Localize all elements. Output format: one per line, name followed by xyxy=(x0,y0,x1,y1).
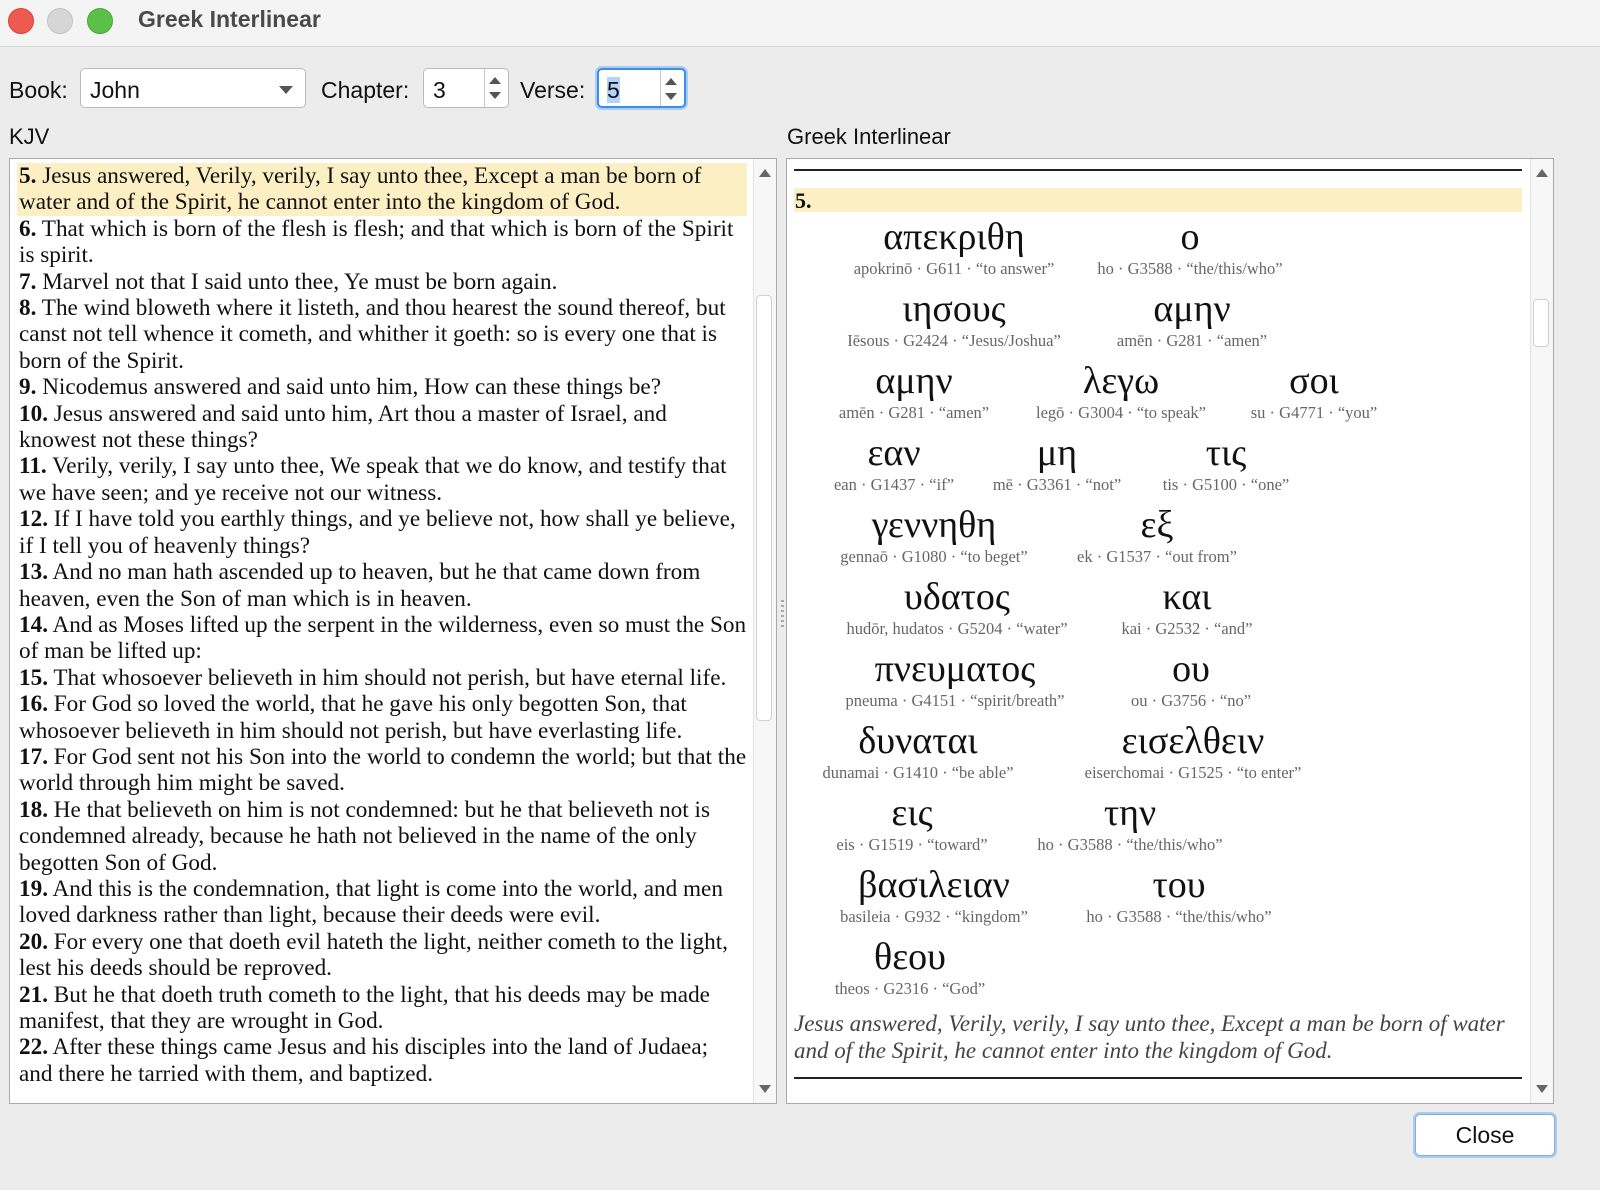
word-gloss: tis · G5100 · “one” xyxy=(1162,475,1290,494)
verse-text: Marvel not that I said unto thee, Ye must be born again. xyxy=(42,268,558,295)
kjv-verse[interactable] xyxy=(17,982,747,1035)
word-gloss: pneuma · G4151 · “spirit/breath” xyxy=(845,691,1065,710)
verse-up-arrow-icon[interactable] xyxy=(665,78,677,85)
word-gloss: su · G4771 · “you” xyxy=(1250,403,1378,422)
interlinear-word[interactable] xyxy=(1131,647,1251,711)
verse-text: That which is born of the flesh is flesh; and that which is born of the Spirit is spirit. xyxy=(19,215,734,269)
interlinear-word[interactable] xyxy=(836,791,987,855)
verse-number: 11. xyxy=(19,453,47,480)
close-window-icon[interactable] xyxy=(8,8,34,34)
chevron-down-icon xyxy=(279,86,293,94)
verse-stepper[interactable] xyxy=(597,68,686,108)
greek-word: ο xyxy=(1180,216,1200,258)
word-gloss: apokrinō · G611 · “to answer” xyxy=(853,259,1055,278)
kjv-verse[interactable] xyxy=(17,453,747,506)
close-button[interactable]: Close xyxy=(1415,1114,1555,1156)
word-gloss: eis · G1519 · “toward” xyxy=(836,835,988,854)
greek-word: εαν xyxy=(867,432,921,474)
book-value: John xyxy=(90,77,140,103)
greek-word: ου xyxy=(1172,648,1210,690)
word-gloss: ho · G3588 · “the/this/who” xyxy=(1086,907,1272,926)
verse-text: For God sent not his Son into the world to condemn the world; but that the world through him might be saved. xyxy=(19,743,747,797)
verse-text: For God so loved the world, that he gave his only begotten Son, that whosoever believeth in him should not perish, but have everlasting life. xyxy=(19,691,687,744)
greek-word: αμην xyxy=(1153,288,1231,330)
verse-text: And as Moses lifted up the serpent in the wilderness, even so must the Son of man be lifted up: xyxy=(19,611,747,665)
interlinear-pane[interactable] xyxy=(786,158,1554,1104)
greek-word: την xyxy=(1103,792,1157,834)
top-divider xyxy=(794,169,1522,171)
interlinear-scroll-thumb[interactable] xyxy=(1533,299,1549,347)
interlinear-word[interactable] xyxy=(993,431,1121,495)
verse-text: After these things came Jesus and his disciples into the land of Judaea; and there he tarried with them, and baptized. xyxy=(19,1034,709,1087)
word-gloss: ho · G3588 · “the/this/who” xyxy=(1037,835,1223,854)
kjv-text-pane[interactable] xyxy=(9,158,777,1104)
kjv-verse[interactable] xyxy=(17,269,747,295)
kjv-verse[interactable] xyxy=(17,797,747,876)
interlinear-word[interactable] xyxy=(822,719,1013,783)
chapter-value[interactable]: 3 xyxy=(433,77,446,103)
book-dropdown[interactable] xyxy=(80,68,306,108)
word-gloss: ek · G1537 · “out from” xyxy=(1077,547,1237,566)
word-gloss: basileia · G932 · “kingdom” xyxy=(840,907,1028,926)
greek-word: εξ xyxy=(1140,504,1174,546)
navigation-toolbar xyxy=(0,66,1600,112)
greek-word: αμην xyxy=(875,360,953,402)
word-gloss: legō · G3004 · “to speak” xyxy=(1036,403,1206,422)
chapter-label: Chapter: xyxy=(321,77,410,103)
verse-number: 15. xyxy=(19,664,48,691)
book-label: Book: xyxy=(9,77,68,103)
verse-number: 19. xyxy=(19,875,48,902)
word-gloss: kai · G2532 · “and” xyxy=(1121,619,1253,638)
verse-number: 8. xyxy=(19,295,37,322)
kjv-verse[interactable] xyxy=(17,163,747,216)
verse-text: The wind bloweth where it listeth, and thou hearest the sound thereof, but canst not tell whence it cometh, and whither it goeth: so is every one that is born of the Spirit. xyxy=(19,295,726,374)
verse-number: 7. xyxy=(19,268,37,295)
interlinear-word[interactable] xyxy=(847,287,1061,351)
kjv-verse[interactable] xyxy=(17,929,747,982)
interlinear-verse-number: 5. xyxy=(794,188,1522,212)
word-gloss: dunamai · G1410 · “be able” xyxy=(822,763,1014,782)
chapter-stepper[interactable] xyxy=(423,68,509,108)
kjv-verse[interactable] xyxy=(17,691,747,744)
verse-text: But he that doeth truth cometh to the light, that his deeds may be made manifest, that they are wrought in God. xyxy=(19,981,710,1034)
interlinear-word[interactable] xyxy=(840,863,1028,927)
interlinear-word[interactable] xyxy=(1036,359,1206,423)
interlinear-panel-label: Greek Interlinear xyxy=(787,124,951,149)
window-title: Greek Interlinear xyxy=(138,6,321,32)
interlinear-scrollbar[interactable] xyxy=(1530,159,1553,1103)
interlinear-word[interactable] xyxy=(839,359,989,423)
interlinear-word[interactable] xyxy=(835,935,985,999)
verse-text: For every one that doeth evil hateth the light, neither cometh to the light, lest his deeds should be reproved. xyxy=(19,928,728,982)
greek-word: λεγω xyxy=(1082,360,1160,402)
greek-word: πνευματος xyxy=(874,648,1036,690)
zoom-window-icon[interactable] xyxy=(87,8,113,34)
verse-label: Verse: xyxy=(520,77,586,103)
verse-number: 12. xyxy=(19,506,48,533)
word-gloss: theos · G2316 · “God” xyxy=(834,979,986,998)
kjv-panel-label: KJV xyxy=(9,124,50,149)
greek-word: απεκριθη xyxy=(883,216,1025,258)
kjv-verse[interactable] xyxy=(17,665,747,691)
greek-word: και xyxy=(1162,576,1212,618)
interlinear-translation: Jesus answered, Verily, verily, I say unto thee, Except a man be born of water and of the Spirit, he cannot enter into the kingdom of God. xyxy=(794,1011,1505,1063)
word-gloss: ho · G3588 · “the/this/who” xyxy=(1097,259,1283,278)
word-gloss: ou · G3756 · “no” xyxy=(1130,691,1252,710)
kjv-verse[interactable] xyxy=(17,295,747,374)
interlinear-content xyxy=(787,159,1547,1104)
word-gloss: amēn · G281 · “amen” xyxy=(1116,331,1268,350)
interlinear-word[interactable] xyxy=(854,215,1055,279)
verse-text: Jesus answered and said unto him, Art thou a master of Israel, and knowest not these things? xyxy=(19,400,667,454)
verse-number: 9. xyxy=(19,374,37,401)
word-gloss: hudōr, hudatos · G5204 · “water” xyxy=(846,619,1068,638)
split-pane-grip[interactable] xyxy=(781,600,784,630)
kjv-verse[interactable] xyxy=(17,506,747,559)
verse-text: If I have told you earthly things, and ye believe not, how shall ye believe, if I tell you of heavenly things? xyxy=(19,506,736,559)
kjv-verse[interactable] xyxy=(17,612,747,665)
greek-word: γεννηθη xyxy=(871,504,997,546)
minimize-window-icon[interactable] xyxy=(47,8,73,34)
verse-number: 20. xyxy=(19,928,48,955)
greek-word: εισελθειν xyxy=(1121,720,1265,762)
scroll-down-arrow-icon[interactable] xyxy=(759,1085,771,1093)
interlinear-word[interactable] xyxy=(1163,431,1289,495)
interlinear-word[interactable] xyxy=(834,431,954,495)
greek-word: τις xyxy=(1205,432,1247,474)
kjv-verse[interactable] xyxy=(17,559,747,612)
scroll-up-arrow-icon[interactable] xyxy=(1536,169,1548,177)
verse-number: 18. xyxy=(19,796,48,823)
kjv-scrollbar[interactable] xyxy=(753,159,776,1103)
kjv-verse[interactable] xyxy=(17,744,747,797)
interlinear-word[interactable] xyxy=(1121,575,1252,639)
interlinear-word[interactable] xyxy=(1117,287,1267,351)
greek-word: εις xyxy=(891,792,933,834)
verse-number: 5. xyxy=(19,163,37,189)
interlinear-word[interactable] xyxy=(1086,863,1271,927)
word-gloss: gennaō · G1080 · “to beget” xyxy=(840,547,1028,566)
verse-text: That whosoever believeth in him should not perish, but have eternal life. xyxy=(53,664,727,691)
greek-word: θεου xyxy=(874,936,946,978)
kjv-scroll-thumb[interactable] xyxy=(756,295,772,721)
verse-text: And this is the condemnation, that light is come into the world, and men loved darkness rather than light, because their deeds were evil. xyxy=(19,875,723,929)
interlinear-word[interactable] xyxy=(840,503,1027,567)
verse-text: He that believeth on him is not condemned: but he that believeth not is condemned already, because he hath not believed in the name of the only begotten Son of God. xyxy=(19,796,710,876)
kjv-verse[interactable] xyxy=(17,374,747,400)
verse-number: 6. xyxy=(19,215,37,242)
chapter-up-arrow-icon[interactable] xyxy=(489,77,501,84)
greek-word: βασιλειαν xyxy=(858,864,1010,906)
kjv-verse[interactable] xyxy=(17,876,747,929)
verse-text: Verily, verily, I say unto thee, We speak that we do know, and testify that we have seen; and ye receive not our witness. xyxy=(19,453,727,506)
word-gloss: ean · G1437 · “if” xyxy=(833,475,955,494)
greek-word: ιησους xyxy=(902,288,1006,330)
interlinear-word[interactable] xyxy=(1251,359,1377,423)
greek-word: υδατος xyxy=(904,576,1010,618)
interlinear-word[interactable] xyxy=(1037,791,1222,855)
verse-number: 13. xyxy=(19,559,48,586)
greek-word: του xyxy=(1152,864,1206,906)
verse-text: And no man hath ascended up to heaven, but he that came down from heaven, even the Son of man which is in heaven. xyxy=(19,559,701,612)
kjv-verse-list xyxy=(17,163,747,1087)
word-gloss: amēn · G281 · “amen” xyxy=(838,403,990,422)
kjv-verse[interactable] xyxy=(17,401,747,454)
interlinear-word[interactable] xyxy=(1097,215,1282,279)
verse-text: Nicodemus answered and said unto him, How can these things be? xyxy=(42,374,662,401)
word-gloss: mē · G3361 · “not” xyxy=(992,475,1122,494)
kjv-verse[interactable] xyxy=(17,1034,747,1087)
verse-number: 21. xyxy=(19,981,48,1008)
verse-text: Jesus answered, Verily, verily, I say unto thee, Except a man be born of water and of the Spirit, he cannot enter into the kingdom of God. xyxy=(19,163,702,216)
greek-word: σοι xyxy=(1289,360,1339,402)
word-gloss: Iēsous · G2424 · “Jesus/Joshua” xyxy=(847,331,1061,350)
word-gloss: eiserchomai · G1525 · “to enter” xyxy=(1084,763,1302,782)
kjv-verse[interactable] xyxy=(17,216,747,269)
greek-word: μη xyxy=(1036,432,1078,474)
verse-number: 22. xyxy=(19,1034,48,1061)
greek-word: δυναται xyxy=(858,720,978,762)
verse-number: 10. xyxy=(19,400,48,427)
verse-number: 17. xyxy=(19,743,48,770)
interlinear-word[interactable] xyxy=(1077,503,1237,567)
chapter-down-arrow-icon[interactable] xyxy=(489,92,501,99)
verse-number: 16. xyxy=(19,691,48,718)
interlinear-word[interactable] xyxy=(846,575,1067,639)
interlinear-word[interactable] xyxy=(845,647,1064,711)
verse-number: 14. xyxy=(19,611,48,638)
verse-value[interactable]: 5 xyxy=(607,77,620,103)
scroll-down-arrow-icon[interactable] xyxy=(1536,1085,1548,1093)
scroll-up-arrow-icon[interactable] xyxy=(759,169,771,177)
bottom-divider xyxy=(794,1077,1522,1079)
title-bar xyxy=(0,0,1600,47)
interlinear-word[interactable] xyxy=(1085,719,1302,783)
verse-down-arrow-icon[interactable] xyxy=(665,93,677,100)
